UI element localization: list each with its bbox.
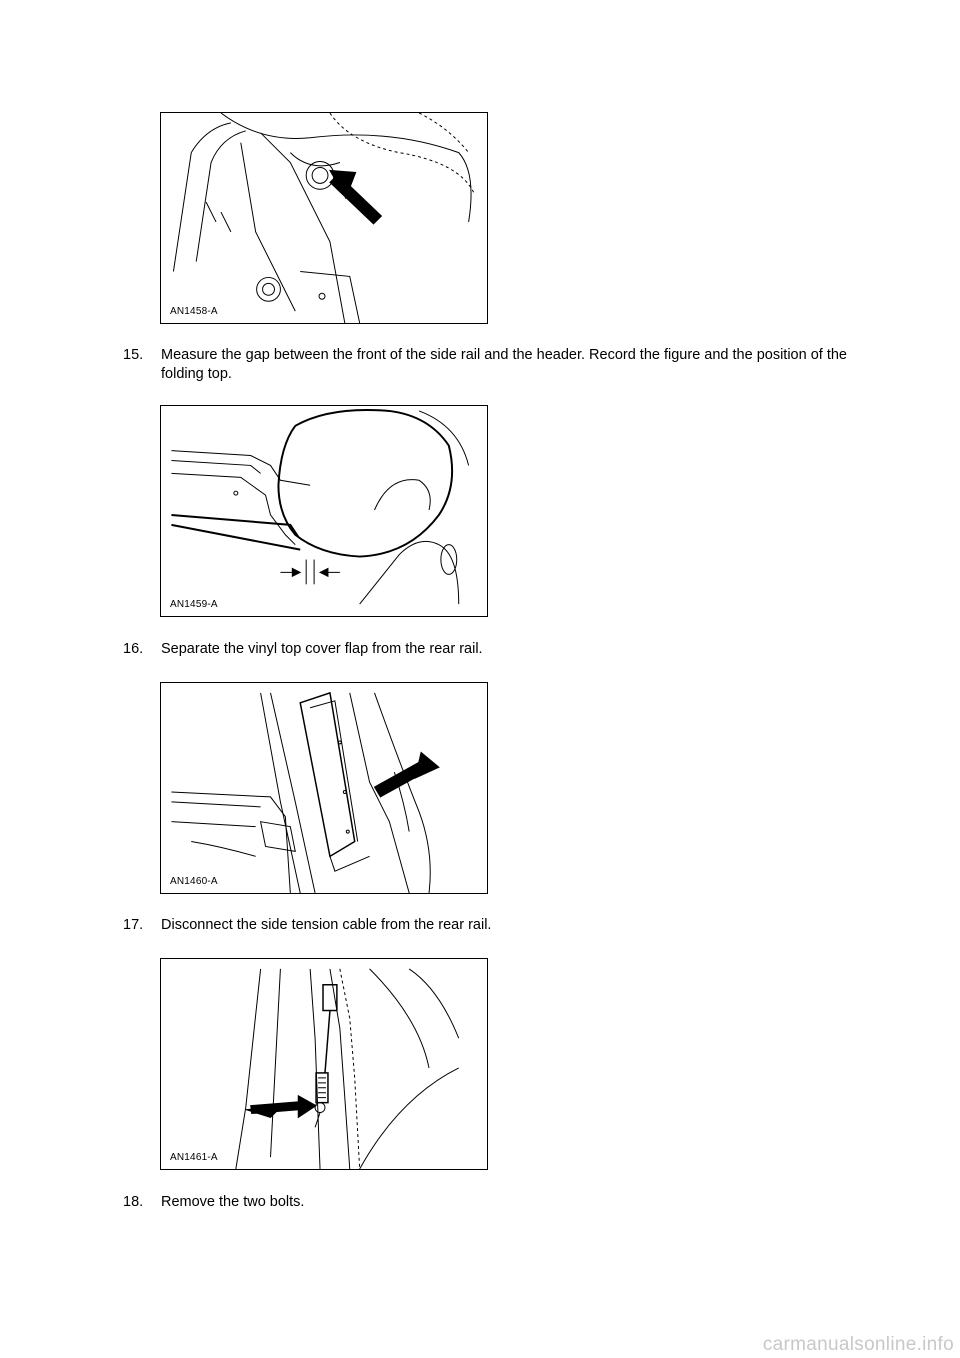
figure-label: AN1461-A [170, 1152, 218, 1163]
figure-label: AN1460-A [170, 876, 218, 887]
figure-label: AN1458-A [170, 306, 218, 317]
step-text: Separate the vinyl top cover flap from the rear rail. [161, 641, 483, 657]
step-text: Measure the gap between the front of the side rail and the header. Record the figure and the position of the folding top. [161, 347, 847, 382]
figure-an1460 [160, 682, 488, 894]
watermark: carmanualsonline.info [762, 1334, 954, 1355]
figure-an1461 [160, 958, 488, 1170]
tension-cable-illustration [161, 959, 487, 1169]
figure-label: AN1459-A [170, 599, 218, 610]
step-number: 18. [123, 1194, 144, 1210]
step-text: Remove the two bolts. [161, 1194, 305, 1210]
step-number: 16. [123, 641, 144, 657]
figure-an1459 [160, 405, 488, 617]
step-number: 15. [123, 347, 144, 363]
figure-an1458 [160, 112, 488, 324]
gap-measurement-illustration [161, 406, 487, 616]
step-number: 17. [123, 917, 144, 933]
bolt-illustration [161, 113, 487, 323]
rear-rail-illustration [161, 683, 487, 893]
step-text: Disconnect the side tension cable from the rear rail. [161, 917, 492, 933]
